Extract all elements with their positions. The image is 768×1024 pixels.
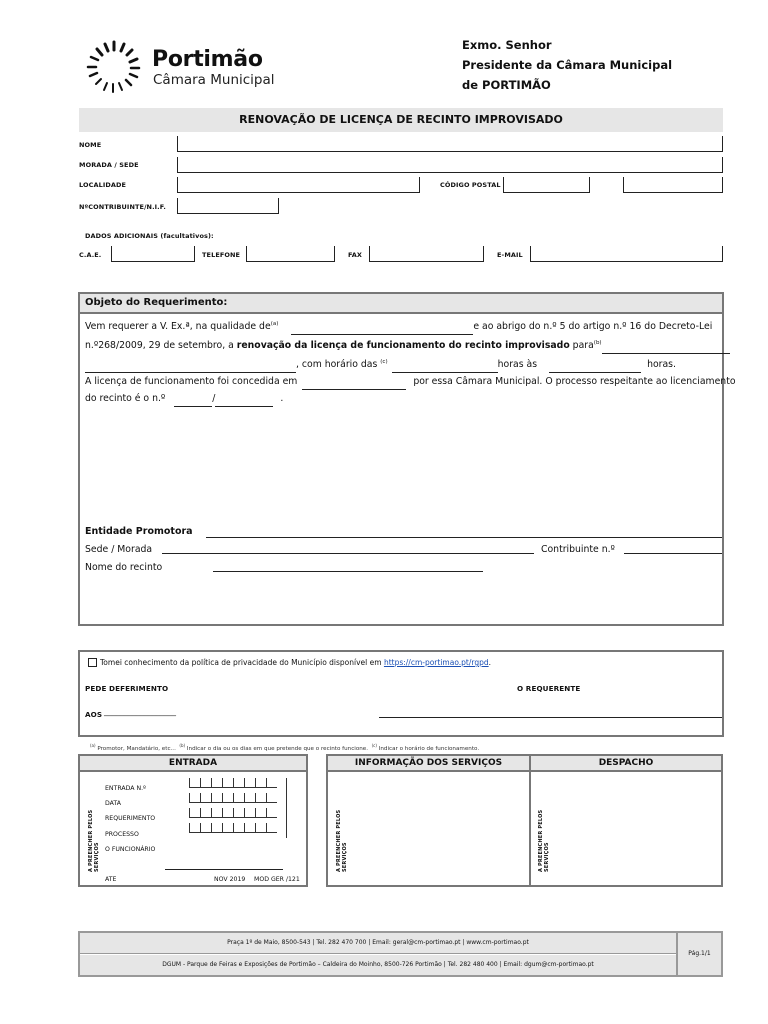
addressee: [462, 35, 672, 95]
contribuinte-field[interactable]: [624, 553, 722, 554]
objeto-l5a: do recinto é o n.º: [85, 393, 166, 405]
objeto-l3c: horas.: [647, 359, 676, 371]
codigo-postal-field-2[interactable]: [623, 177, 723, 193]
horario-inicio-field[interactable]: [392, 362, 498, 373]
o-requerente: O REQUERENTE: [517, 684, 581, 693]
entrada-item-2: REQUERIMENTO: [105, 815, 156, 823]
note-a-sup: (a): [90, 743, 96, 748]
footer-page: Pág.1/1: [688, 950, 711, 957]
logo-name: Portimão: [152, 47, 263, 72]
dias-field-2[interactable]: [85, 362, 296, 373]
objeto-l2a: n.º268/2009, 29 de setembro, a: [85, 340, 237, 352]
dias-field-1[interactable]: [602, 343, 730, 354]
objeto-l1a: Vem requerer a V. Ex.ª, na qualidade de: [85, 321, 271, 333]
sup-a: (a): [270, 321, 279, 327]
signature-field[interactable]: [379, 717, 722, 718]
note-c-sup: (c): [371, 743, 377, 748]
despacho-header: DESPACHO: [598, 758, 654, 768]
cae-field[interactable]: [111, 246, 195, 262]
form-date: NOV 2019: [214, 876, 246, 883]
entrada-item-0: ENTRADA N.º: [105, 785, 146, 792]
objeto-l3b: horas às: [497, 359, 538, 371]
privacy-dot: .: [488, 658, 492, 667]
footnotes: [90, 743, 479, 752]
sede-field[interactable]: [162, 553, 534, 554]
data-boxes[interactable]: [189, 793, 287, 808]
objeto-l2b: para: [569, 340, 594, 352]
privacy-line: [100, 658, 491, 667]
pede-deferimento: PEDE DEFERIMENTO: [85, 684, 169, 693]
info-header: INFORMAÇÃO DOS SERVIÇOS: [354, 758, 503, 768]
objeto-l5-slash: /: [212, 393, 216, 405]
label-contribuinte: Contribuinte n.º: [541, 544, 615, 555]
processo-num-field[interactable]: [174, 396, 212, 407]
note-a: Promotor, Mandatário, etc...: [95, 745, 176, 752]
nome-field[interactable]: [177, 136, 723, 152]
requerimento-boxes[interactable]: [189, 808, 287, 823]
despacho-vert-label: A PREENCHER PELOS SERVIÇOS: [538, 809, 550, 872]
email-field[interactable]: [530, 246, 723, 262]
processo-boxes[interactable]: [189, 823, 287, 838]
sup-b: (b): [593, 340, 602, 347]
codigo-postal-field-1[interactable]: [503, 177, 590, 193]
entrada-vert-label: A PREENCHER PELOS SERVIÇOS: [88, 809, 100, 872]
addressee-line3: de PORTIMÃO: [462, 78, 551, 92]
form-title: RENOVAÇÃO DE LICENÇA DE RECINTO IMPROVISADO: [239, 113, 563, 126]
entidade-field[interactable]: [206, 537, 722, 538]
info-divider: [529, 756, 531, 885]
footer: [78, 931, 723, 977]
objeto-l2-bold: renovação da licença de funcionamento do recinto improvisado: [236, 340, 570, 352]
nif-field[interactable]: [177, 198, 279, 214]
qualidade-field[interactable]: [291, 324, 473, 335]
label-nif: NºCONTRIBUINTE/N.I.F.: [79, 203, 166, 211]
entrada-header: ENTRADA: [168, 758, 218, 768]
info-box: [326, 754, 723, 887]
label-fax: FAX: [348, 251, 363, 259]
data-licenca-field[interactable]: [302, 379, 406, 390]
label-nome: NOME: [79, 141, 102, 149]
form-mod: MOD GER /121: [254, 876, 300, 883]
logo-sunburst-icon: [84, 37, 144, 97]
entrada-item-1: DATA: [105, 800, 121, 808]
entrada-boxes: [189, 778, 287, 838]
objeto-l3a: , com horário das: [296, 359, 381, 371]
addressee-line1: Exmo. Senhor: [462, 38, 552, 52]
label-morada: MORADA / SEDE: [79, 161, 139, 169]
localidade-field[interactable]: [177, 177, 420, 193]
entrada-item-3: PROCESSO: [105, 830, 139, 838]
entrada-num-boxes[interactable]: [189, 778, 287, 793]
note-c: Indicar o horário de funcionamento.: [376, 745, 480, 752]
privacy-text: Tomei conhecimento da política de privacidade do Município disponível em: [100, 658, 384, 667]
objeto-l1b: e ao abrigo do n.º 5 do artigo n.º 16 do Decreto-Lei: [473, 321, 713, 333]
note-b-sup: (b): [179, 743, 186, 748]
logo: [84, 37, 294, 93]
label-localidade: LOCALIDADE: [79, 181, 127, 189]
aos-field[interactable]: __________________: [104, 707, 176, 716]
entrada-items: [105, 781, 155, 857]
label-entidade: Entidade Promotora: [85, 526, 193, 537]
objeto-l4b: por essa Câmara Municipal. O processo respeitante ao licenciamento: [413, 376, 736, 388]
funcionario-field[interactable]: [165, 869, 283, 870]
label-sede: Sede / Morada: [85, 544, 153, 555]
objeto-body: [85, 316, 736, 407]
label-codigo-postal: CÓDIGO POSTAL: [440, 181, 501, 189]
objeto-l4a: A licença de funcionamento foi concedida em: [85, 376, 298, 388]
fax-field[interactable]: [369, 246, 484, 262]
objeto-l5-dot: .: [280, 393, 284, 405]
ate-label: ATE: [105, 876, 117, 883]
logo-subtitle: Câmara Municipal: [153, 72, 275, 88]
footer-line1: Praça 1º de Maio, 8500-543 | Tel. 282 470 700 | Email: geral@cm-portimao.pt | www.cm-portimao.pt: [227, 939, 529, 946]
morada-field[interactable]: [177, 157, 723, 173]
label-dados-adicionais: DADOS ADICIONAIS (facultativos):: [85, 232, 214, 240]
label-telefone: TELEFONE: [202, 251, 241, 259]
horario-fim-field[interactable]: [549, 362, 641, 373]
aos-label: AOS: [85, 710, 103, 719]
addressee-line2: Presidente da Câmara Municipal: [462, 58, 673, 72]
recinto-field[interactable]: [213, 571, 483, 572]
privacy-link[interactable]: https://cm-portimao.pt/rgpd: [383, 658, 489, 667]
telefone-field[interactable]: [246, 246, 335, 262]
footer-line2: DGUM - Parque de Feiras e Exposições de Portimão – Caldeira do Moinho, 8500-726 Portimão | Tel. 282 480 400 | Email: dgum@cm-portimao.pt: [162, 961, 594, 968]
objeto-header: Objeto do Requerimento:: [85, 297, 228, 308]
label-recinto: Nome do recinto: [85, 562, 163, 573]
privacy-checkbox[interactable]: [88, 658, 97, 667]
note-b: Indicar o dia ou os dias em que pretende que o recinto funcione.: [185, 745, 369, 752]
label-email: E-MAIL: [497, 251, 523, 259]
entrada-item-4: O FUNCIONÁRIO: [105, 845, 156, 853]
label-cae: C.A.E.: [79, 251, 102, 259]
sup-c: (c): [380, 359, 388, 366]
processo-ano-field[interactable]: [215, 396, 273, 407]
info-vert-label: A PREENCHER PELOS SERVIÇOS: [336, 809, 348, 872]
